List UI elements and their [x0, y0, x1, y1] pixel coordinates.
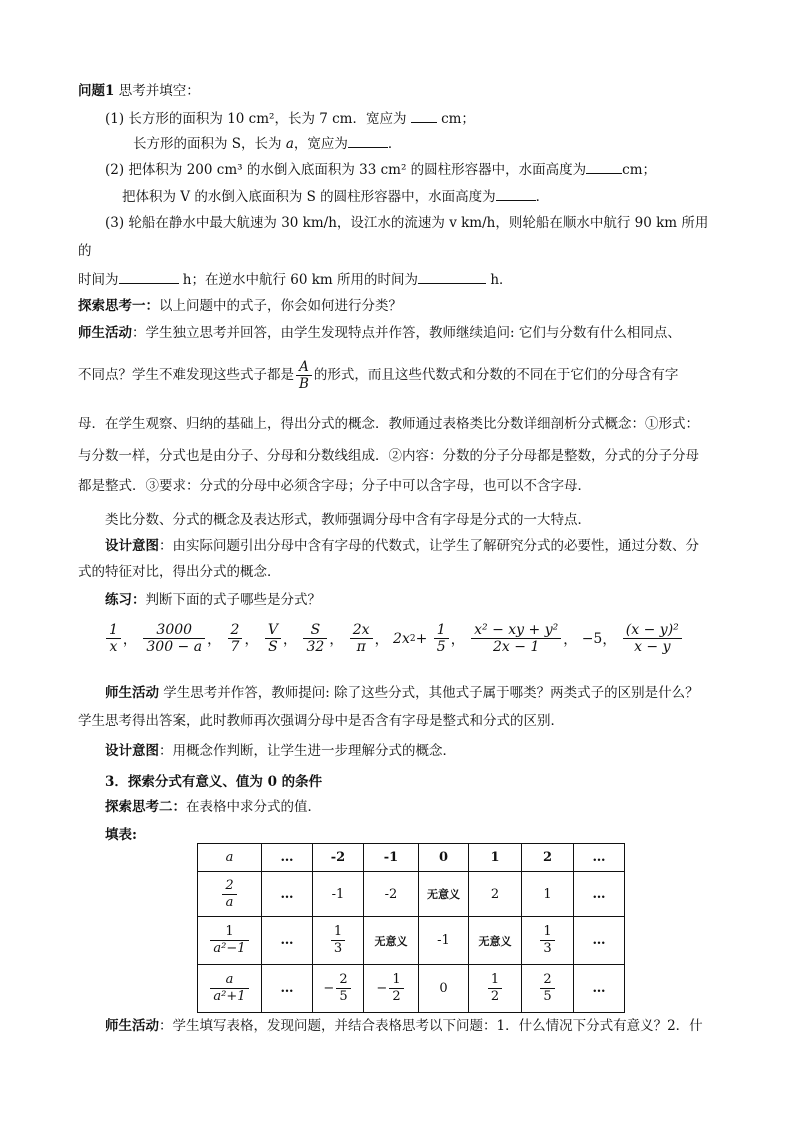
activity1-line5: 都是整式．③要求：分式的分母中必须含字母；分子中可以含字母，也可以不含字母．	[78, 478, 591, 494]
q1-item2a: (2) 把体积为 200 cm³ 的水倒入底面积为 33 cm² 的圆柱形容器中，水面高度为 cm；	[105, 159, 656, 180]
practice-prompt: 练习：判断下面的式子哪些是分式？	[105, 592, 321, 608]
activity2-line1: 师生活动 学生思考并作答，教师提问: 除了这些分式，其他式子属于哪类？两类式子的区别是什么？	[105, 685, 699, 701]
fill-table-label: 填表:	[105, 827, 137, 843]
expr-7: 2x	[393, 630, 410, 647]
expr-5: $\frac{S}{32}$	[303, 622, 327, 655]
explore-question-2: 探索思考二：在表格中求分式的值．	[105, 799, 321, 815]
q1-item2b: 把体积为 V 的水倒入底面积为 S 的圆柱形容器中，水面高度为 ．	[122, 186, 549, 207]
expr-8: $\frac{\text{x² − xy + y²}}{2x - 1}$	[471, 622, 561, 655]
expr-4: $\frac{V}{S}$	[265, 622, 281, 655]
analogy-text: 类比分数、分式的概念及表达形式，教师强调分母中含有字母是分式的一大特点．	[105, 512, 591, 528]
q1-item1a: (1) 长方形的面积为 10 cm²，长为 7 cm．宽应为 cm；	[105, 108, 475, 129]
expr-1: $\frac{1}{x}$	[106, 622, 121, 655]
expr-7-frac: $\frac{1}{5}$	[434, 622, 449, 655]
value-table	[197, 843, 625, 1013]
expression-list: $\frac{1}{x}$ ， $\frac{3000}{300 - a}$ ， $\frac{2}{7}$ ， $\frac{V}{S}$ ， $\frac{S}{32}$ ， $\frac{2x}{\pi}$ ， 2x2+ $\frac{1}{5}$ ， $\frac{\text{x² − xy + y²}}{2x - 1}$ ， −5， $\frac{\text{(x − y)²}}{x - y}$	[104, 622, 684, 655]
activity1-line4: 与分数一样，分式也是由分子、分母和分数线组成．②内容：分数的分子分母都是整数，分式的分子分母	[78, 448, 699, 464]
expr-10: $\frac{\text{(x − y)²}}{x - y}$	[623, 622, 682, 655]
q1-item1b: 长方形的面积为 S，长为 a，宽应为 ．	[133, 133, 401, 154]
activity2-line2: 学生思考得出答案，此时教师再次强调分母中是否含有字母是整式和分式的区别．	[78, 713, 564, 729]
activity1-line1: 师生活动：学生独立思考并回答，由学生发现特点并作答，教师继续追问: 它们与分数有什么相同点、	[78, 325, 681, 341]
q1-item3c: 时间为 h；在逆水中航行 60 km 所用的时间为 h．	[78, 269, 513, 290]
activity1-line2: 不同点？学生不难发现这些式子都是 $\frac{A}{B}$ 的形式，而且这些代数式和分数的不同在于它们的分母含有字	[78, 359, 679, 392]
explore-question-1: 探索思考一：以上问题中的式子，你会如何进行分类？	[78, 298, 402, 314]
expr-6: $\frac{2x}{\pi}$	[350, 622, 373, 655]
expr-3: $\frac{2}{7}$	[228, 622, 243, 655]
activity3-line: 师生活动：学生填写表格，发现问题，并结合表格思考以下问题：1．什么情况下分式有意义？2．什	[105, 1018, 703, 1034]
section-3-heading: 3．探索分式有意义、值为 0 的条件	[105, 774, 323, 790]
table-row-2-over-a: $\frac{2}{a}$ … -1 -2 无意义 2 1 …	[198, 872, 625, 917]
table-row-a-over-a2+1: $\frac{a}{\text{a²+1}}$ … − $\frac{2}{5}$ − $\frac{1}{2}$ 0 $\frac{1}{2}$ $\frac{2}{5}$ …	[198, 965, 625, 1013]
design-intent-1b: 式的特征对比，得出分式的概念．	[78, 564, 281, 580]
table-row-1-over-a2-1: $\frac{1}{\text{a²−1}}$ … $\frac{1}{3}$ 无意义 -1 无意义 $\frac{1}{3}$ …	[198, 917, 625, 965]
q1-item3b: 的	[78, 243, 92, 259]
q1-item3a: (3) 轮船在静水中最大航速为 30 km/h，设江水的流速为 v km/h，则轮船在顺水中航行 90 km 所用	[105, 215, 709, 231]
activity1-line3: 母．在学生观察、归纳的基础上，得出分式的概念．教师通过表格类比分数详细剖析分式概念：①形式：	[78, 416, 699, 432]
expr-9: −5	[581, 630, 603, 647]
q1-heading: 问题1 思考并填空：	[78, 83, 200, 99]
expr-2: $\frac{3000}{300 - a}$	[143, 622, 205, 655]
design-intent-2: 设计意图：用概念作判断，让学生进一步理解分式的概念．	[105, 743, 456, 759]
table-row-header: a … -2 -1 0 1 2 …	[198, 844, 625, 872]
fraction-a-over-b: $\frac{A}{B}$	[296, 359, 312, 392]
design-intent-1: 设计意图：由实际问题引出分母中含有字母的代数式，让学生了解研究分式的必要性，通过分数、分	[105, 538, 699, 554]
